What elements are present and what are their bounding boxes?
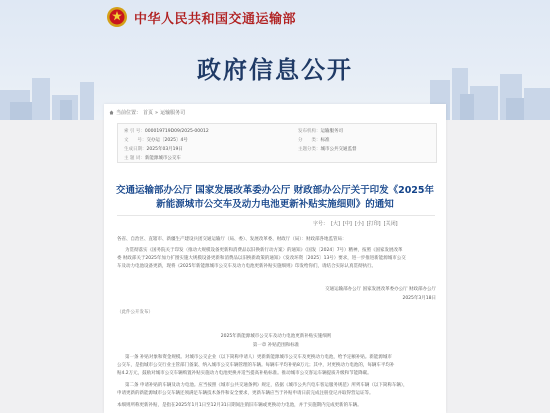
print-button[interactable]: [打印] xyxy=(366,221,381,227)
annex-chapter-heading: 第一章 补贴范围和标准 xyxy=(252,343,300,348)
site-name: 中华人民共和国交通运输部 xyxy=(134,11,297,27)
font-large-button[interactable]: [大] xyxy=(331,221,340,227)
article-line: 本细则所称更新补贴，是指在2025年1月1日至12月31日期间注销旧车辆或更换动力电池，并于实施期内完成更新的车辆。 xyxy=(117,403,362,408)
article-line: 贴4.2万元，鼓励对城市公交车辆购置补贴实施动力电池更换并适当提高补贴标准。推动城市公交客运车辆提质升级和节能降碳。 xyxy=(117,371,372,376)
addressees: 各省、自治区、直辖市、新疆生产建设兵团交通运输厅（局、委）、发展改革委、财政厅（局）：财政部各地监管局： xyxy=(117,237,347,242)
home-icon xyxy=(109,110,114,115)
body-paragraph-line: 车及动力电池设备更新，现将《2025年新能源城市公交车及动力电池更新补贴实施细则》印发给你们，请结合实际认真贯彻执行。 xyxy=(117,264,376,269)
meta-status: 分 类：标准 xyxy=(298,138,330,143)
breadcrumb-home-link[interactable]: 首页 xyxy=(143,110,154,116)
breadcrumb-section-link[interactable]: 运输服务司 xyxy=(160,110,186,116)
breadcrumb: 当前位置： 首页 » 运输服务司 xyxy=(109,109,185,116)
article-line: 第二条 申请补贴的车辆及动力电池。应当按照《城市公共交通条例》规定，依据《城市公共汽电车客运服务规范》所列车辆（以下简称车辆）， xyxy=(125,383,408,388)
meta-date: 生成日期：2025年03月19日 xyxy=(124,147,183,152)
title-divider xyxy=(117,215,435,216)
body-paragraph-line: 为贯彻落实《国务院关于印发〈推动大规模设备更新和消费品以旧换新行动方案〉的通知》（国发〔2024〕7号）精神，按照《国家发展改革 xyxy=(125,248,403,253)
body-paragraph-line: 委 财政部关于2025年加力扩围实施大规模设备更新和消费品以旧换新政策的通知》（发改环资〔2025〕13号）要求，进一步推进新能源城市公交 xyxy=(117,256,406,261)
meta-index: 索 引 号：000019719D09/2025-00012 xyxy=(124,129,209,134)
public-release-note: （此件公开发布） xyxy=(117,310,153,315)
header-banner xyxy=(0,0,550,120)
meta-subject: 主题分类：城市公共交通监督 xyxy=(298,147,357,152)
meta-issuer: 文 号：交办运〔2025〕4号 xyxy=(124,138,188,143)
signature-date: 2025年3月18日 xyxy=(402,296,436,301)
breadcrumb-separator: » xyxy=(155,109,159,116)
meta-issuing-org: 发布机构：运输服务司 xyxy=(298,129,343,134)
annex-title: 2025年新能源城市公交车及动力电池更新补贴实施细则 xyxy=(220,334,332,339)
article-line: 申请更新的新能源城市公交车辆还须满足车辆技术条件和安全要求，更新车辆应当于补贴申请日前完成注册登记并取得营运证等。 xyxy=(117,391,374,396)
document-metadata-table xyxy=(117,123,437,163)
close-button[interactable]: [关闭] xyxy=(383,221,398,227)
page-title: 政府信息公开 xyxy=(197,56,353,84)
article-line: 第一条 补贴对象和资金规模。对城市公交企业（以下简称申请人）更新新能源城市公交车及更换动力电池，给予定额补贴。新能源城市 xyxy=(125,355,392,360)
font-medium-button[interactable]: [中] xyxy=(342,221,352,227)
site-logo[interactable] xyxy=(106,6,296,28)
signature: 交通运输部办公厅 国家发展改革委办公厅 财政部办公厅 xyxy=(325,287,436,292)
font-small-button[interactable]: [小] xyxy=(354,221,364,227)
document-title: 交通运输部办公厅 国家发展改革委办公厅 财政部办公厅关于印发《2025年 新能源城市公交车及动力电池更新补贴实施细则》的通知 xyxy=(115,185,435,210)
font-size-tools: 字号： [大] [中] [小] [打印] [关闭] xyxy=(313,221,398,227)
meta-category: 主 题 词：新能源城市公交车 xyxy=(124,156,181,161)
national-emblem-icon xyxy=(106,6,128,28)
article-line: 公交车，是指城市公交行业主管部门备案、纳入城市公交车辆管理的车辆。每辆车平均补贴8万元；其中，对更换动力电池的，每辆车平均补 xyxy=(117,363,395,368)
